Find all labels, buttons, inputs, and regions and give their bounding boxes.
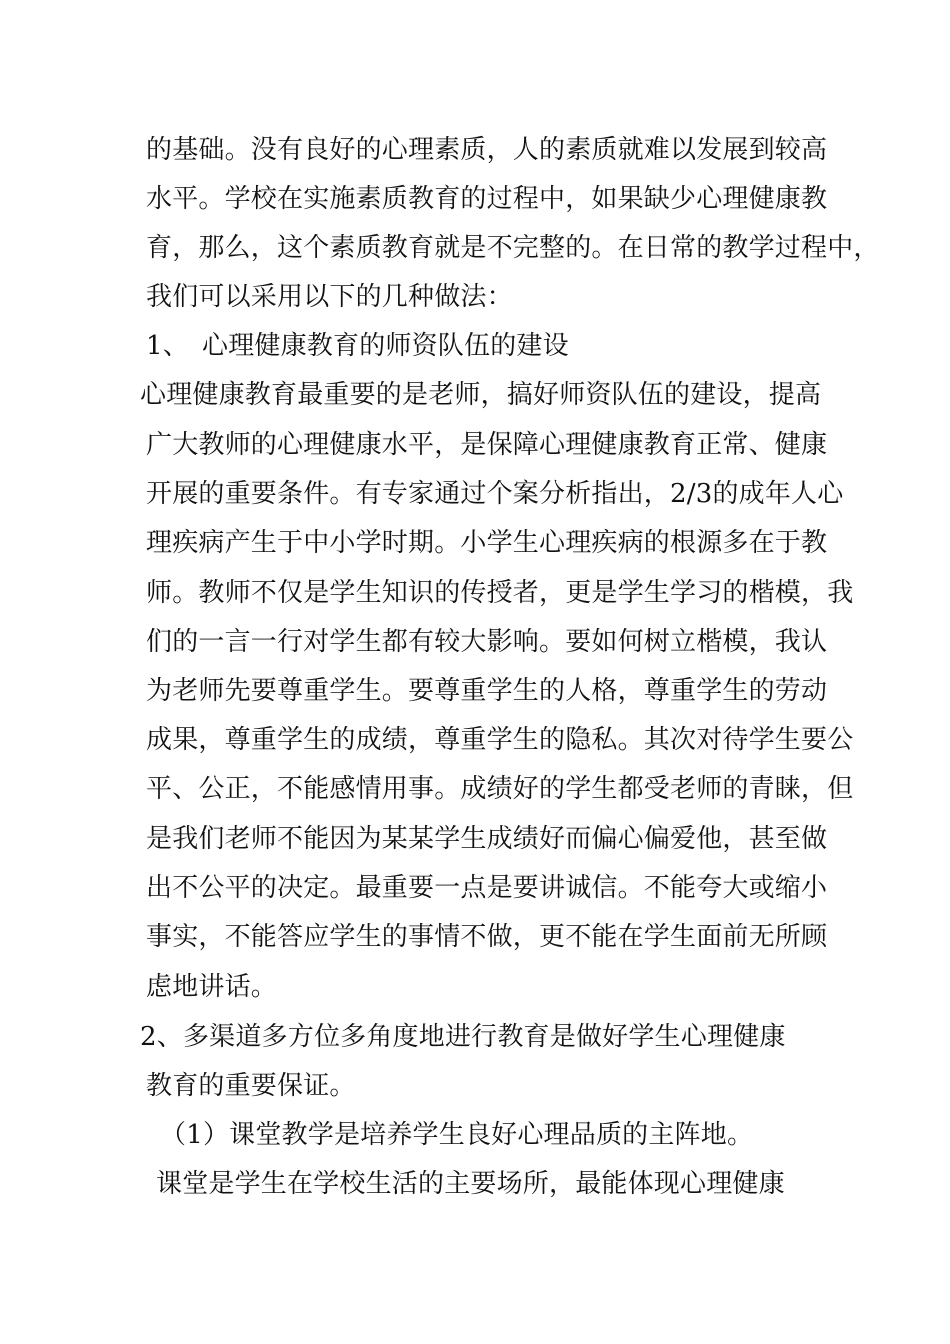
paragraph-line: 是我们老师不能因为某某学生成绩好而偏心偏爱他，甚至做 (146, 824, 828, 854)
section-heading-number: 1、 (146, 331, 189, 361)
paragraph-line: 出不公平的决定。最重要一点是要讲诚信。不能夸大或缩小 (146, 873, 828, 903)
paragraph-line: 理疾病产生于中小学时期。小学生心理疾病的根源多在于教 (146, 528, 828, 558)
paragraph-line: 师。教师不仅是学生知识的传授者，更是学生学习的楷模，我 (146, 578, 854, 608)
paragraph-line: 为老师先要尊重学生。要尊重学生的人格，尊重学生的劳动 (146, 676, 828, 706)
paragraph-line: 课堂是学生在学校生活的主要场所，最能体现心理健康 (156, 1169, 785, 1199)
paragraph-line: 育，那么，这个素质教育就是不完整的。在日常的教学过程中， (146, 233, 880, 263)
paragraph-line: 的基础。没有良好的心理素质，人的素质就难以发展到较高 (146, 135, 828, 165)
paragraph-line: 我们可以采用以下的几种做法： (146, 282, 513, 312)
paragraph-line: （1）课堂教学是培养学生良好心理品质的主阵地。 (160, 1120, 754, 1150)
paragraph-line: 虑地讲话。 (146, 972, 278, 1002)
paragraph-line: 们的一言一行对学生都有较大影响。要如何树立楷模，我认 (146, 627, 828, 657)
paragraph-line: 心理健康教育最重要的是老师，搞好师资队伍的建设，提高 (140, 380, 822, 410)
paragraph-line: 事实，不能答应学生的事情不做，更不能在学生面前无所顾 (146, 922, 828, 952)
paragraph-line: 平、公正，不能感情用事。成绩好的学生都受老师的青睐，但 (146, 774, 854, 804)
paragraph-line: 水平。学校在实施素质教育的过程中，如果缺少心理健康教 (146, 184, 828, 214)
section-heading-text: 心理健康教育的师资队伍的建设 (202, 331, 569, 361)
paragraph-line: 2、多渠道多方位多角度地进行教育是做好学生心理健康 (140, 1022, 786, 1052)
section-heading (146, 329, 826, 363)
paragraph-line: 成果，尊重学生的成绩，尊重学生的隐私。其次对待学生要公 (146, 725, 854, 755)
paragraph-line: 教育的重要保证。 (146, 1071, 356, 1101)
paragraph-line: 广大教师的心理健康水平，是保障心理健康教育正常、健康 (146, 430, 828, 460)
paragraph-line: 开展的重要条件。有专家通过个案分析指出，2/3的成年人心 (146, 479, 844, 509)
